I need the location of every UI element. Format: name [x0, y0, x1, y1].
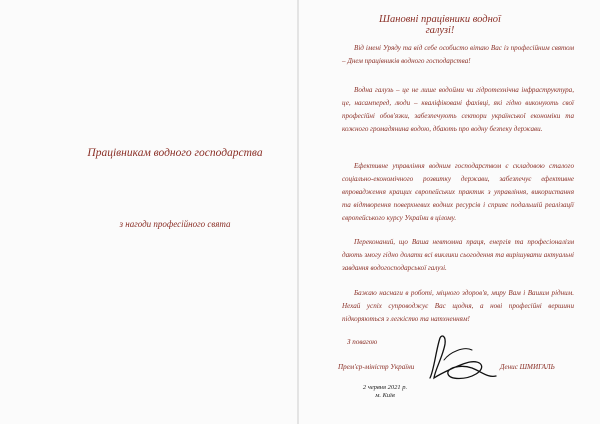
letter-place: м. Київ — [375, 392, 395, 399]
left-title: Працівникам водного господарства — [87, 147, 263, 159]
left-subtitle: з нагоди професійного свята — [119, 219, 231, 229]
letter-date: 2 червня 2021 р. — [362, 384, 408, 391]
signer-name: Денис ШМИГАЛЬ — [500, 363, 555, 371]
closing-phrase: З повагою — [347, 338, 378, 346]
letter-paragraph: Водна галузь – це не лише водойми чи гідротехнічна інфраструктура, це, насамперед, люди – кваліфіковані фахівці, які гідно виконують свої професійні обов'язки, забезпечують сектори української економіки та кожного громадянина водою, дбають про водну безпеку держави. — [342, 86, 574, 133]
letter-paragraph: Бажаю наснаги в роботі, міцного здоров'я, миру Вам і Вашим рідним. Нехай успіх супроводжує Вас щодня, а нові професійні вершини підкоряються з легкістю та натхненням! — [342, 289, 574, 323]
page-fold — [297, 0, 299, 424]
handwritten-signature — [420, 330, 500, 385]
letter-greeting: Шановні працівники водної галузі! — [379, 14, 501, 36]
letter-paragraph: Від імені Уряду та від себе особисто вітаю Вас із професійним святом – Днем працівників водного господарства! — [342, 44, 574, 65]
letter-paragraph: Ефективне управління водним господарством є складовою сталого соціально-економічного розвитку держави, забезпечує ефективне впровадження кращих європейських практик з управління, використання та відтворення поверхневих водних ресурсів і сприяє подальшій реалізації європейського курсу України в цілому. — [342, 162, 574, 222]
letter-paragraph: Переконаний, що Ваша невтомна праця, енергія та професіоналізм дають змогу гідно долати всі виклики сьогодення та вирішувати актуальні завдання водогосподарської галузі. — [342, 238, 574, 272]
signer-position: Прем'єр-міністр України — [338, 363, 415, 371]
